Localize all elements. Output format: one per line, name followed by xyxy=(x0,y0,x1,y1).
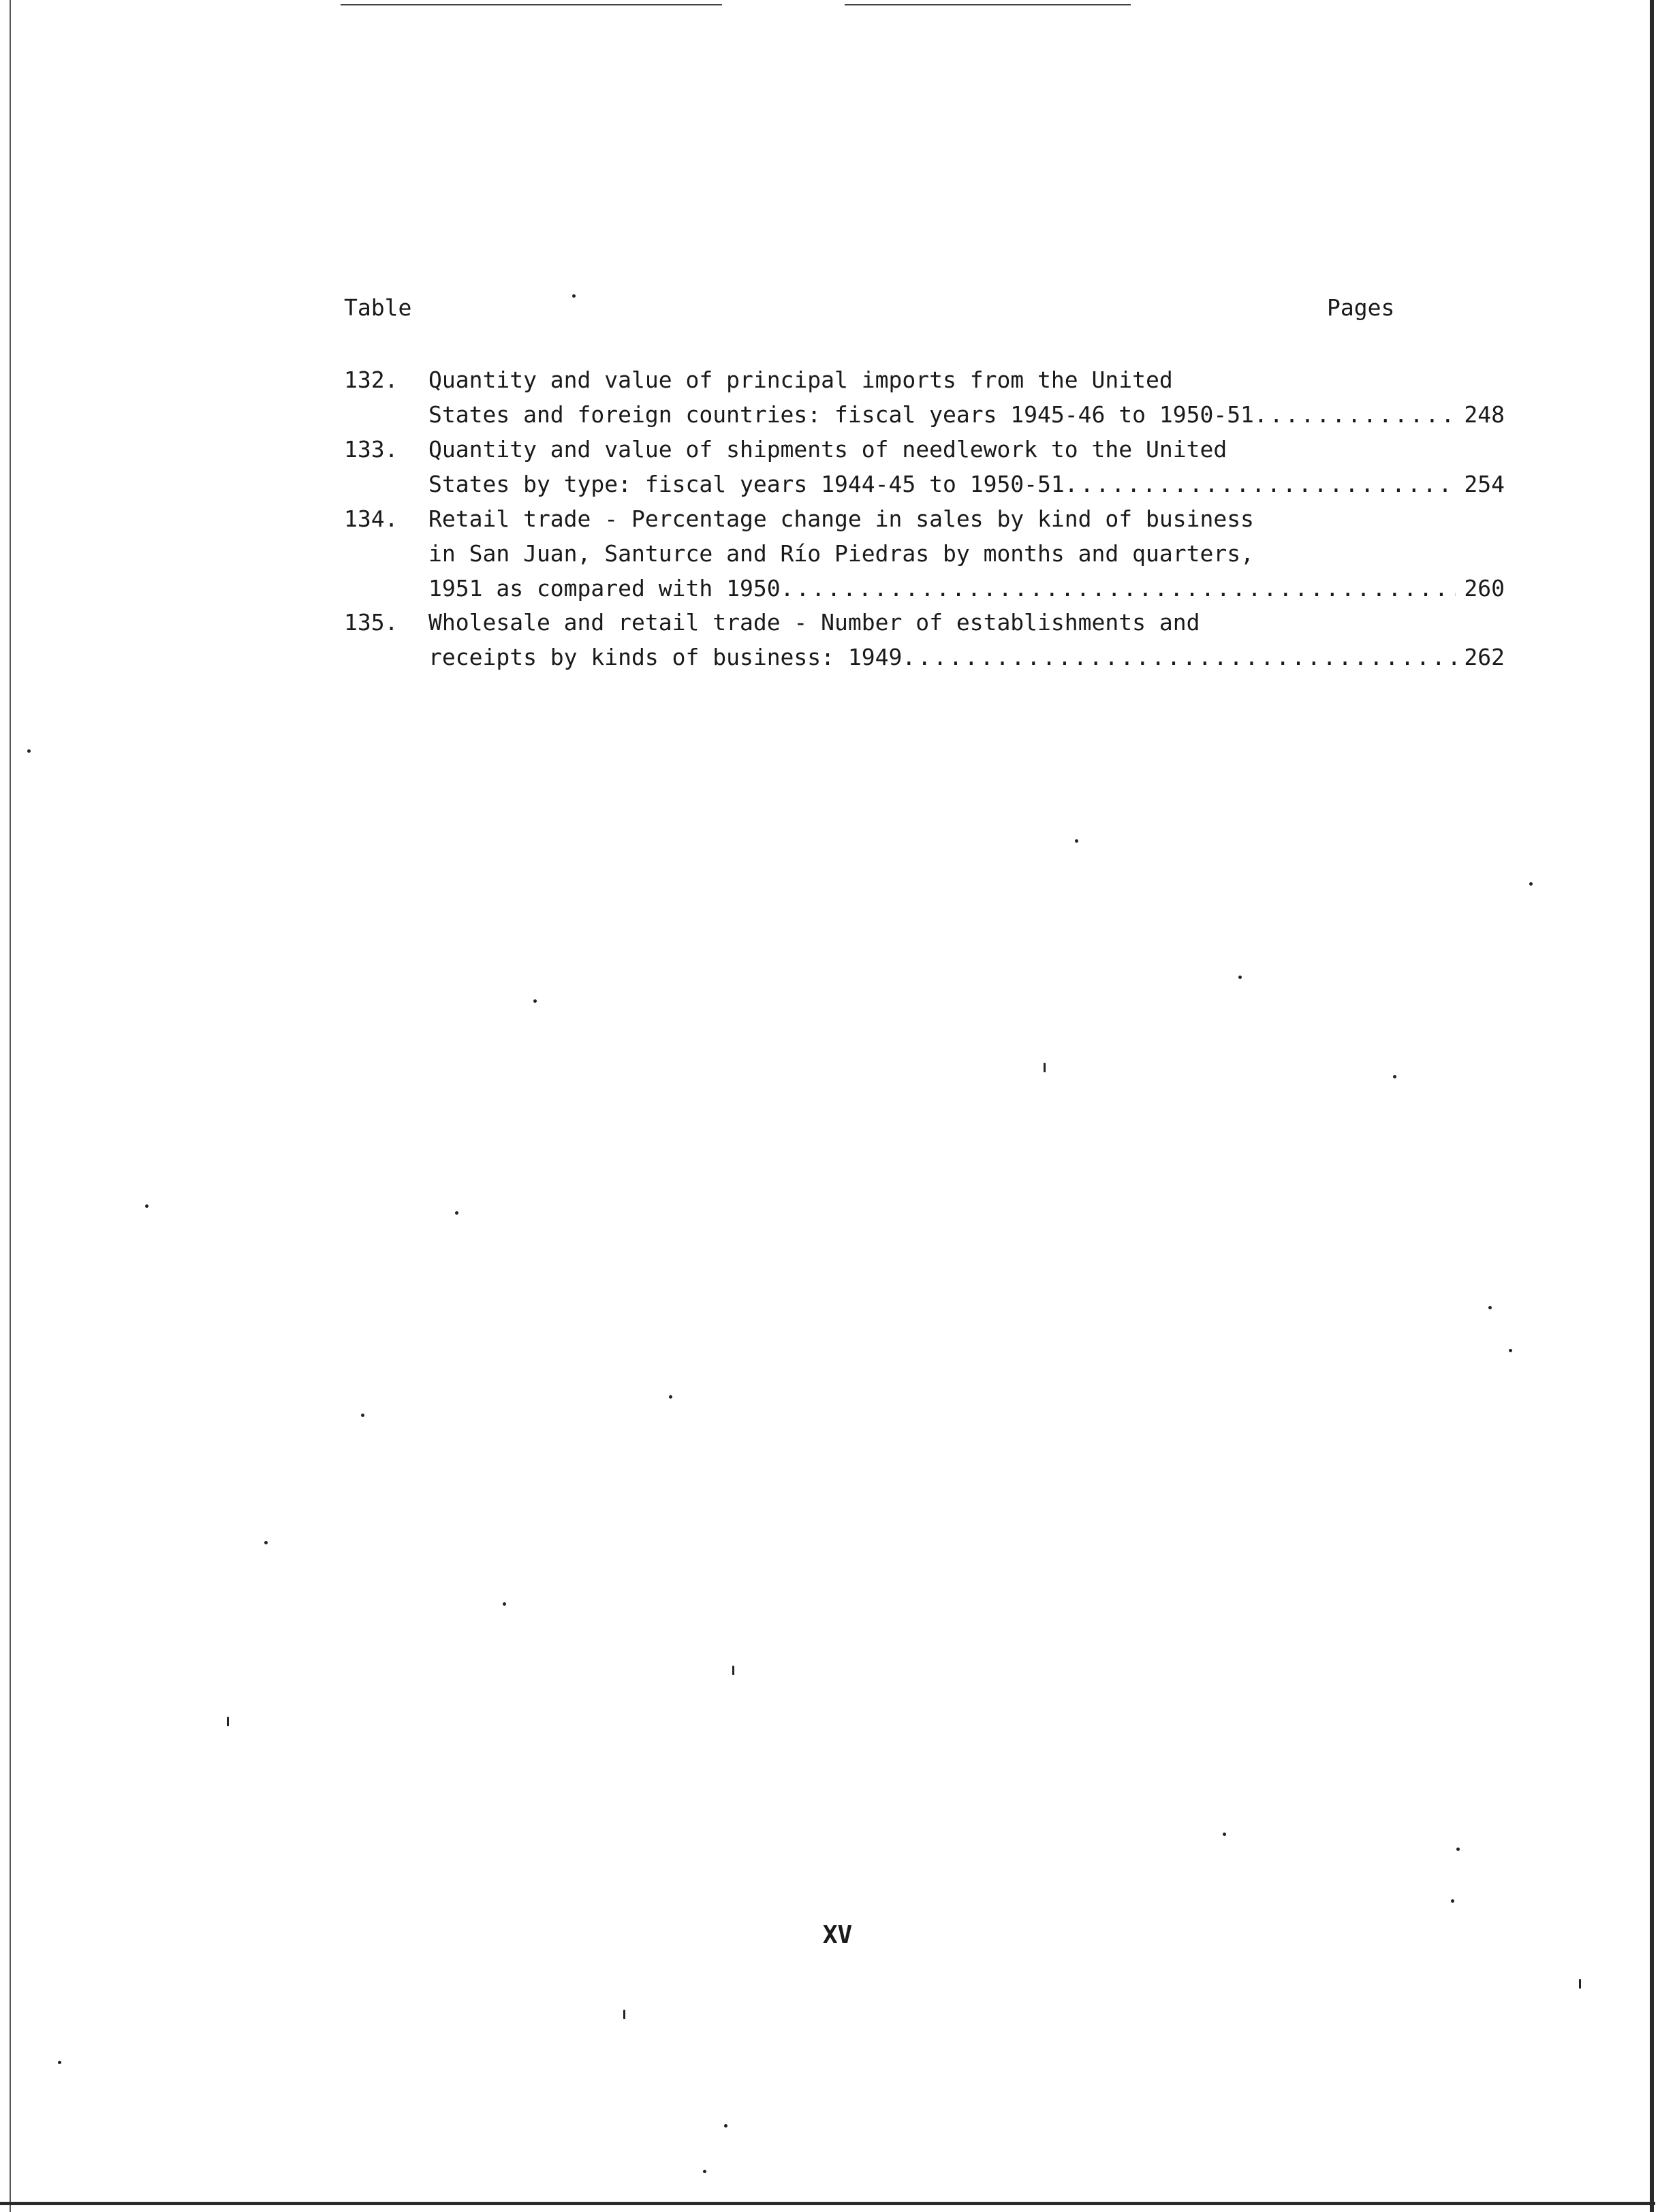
toc-entry-title xyxy=(428,605,1505,674)
scan-speck xyxy=(724,2124,727,2128)
scan-speck xyxy=(1044,1063,1046,1072)
scan-speck xyxy=(58,2061,61,2064)
toc-entry-line-text: 1951 as compared with 1950 xyxy=(428,575,781,602)
scan-speck xyxy=(227,1717,229,1726)
page-edge-right xyxy=(1650,0,1654,2212)
page-number: XV xyxy=(822,1921,853,1949)
scan-speck xyxy=(1393,1075,1396,1078)
toc-entry-number: 134. xyxy=(344,505,398,532)
scan-speck xyxy=(1529,882,1533,886)
dot-leader xyxy=(781,571,1456,606)
toc-entry-line: Quantity and value of shipments of needlework to the United xyxy=(428,436,1227,463)
scan-speck xyxy=(1488,1306,1492,1309)
pages-column-header: Pages xyxy=(1327,294,1395,321)
scan-speck xyxy=(732,1666,734,1675)
toc-entry-title xyxy=(428,432,1505,501)
toc-entry-line: in San Juan, Santurce and Río Piedras by months and quarters, xyxy=(428,540,1254,567)
scan-speck xyxy=(1579,1979,1581,1989)
scan-speck xyxy=(145,1204,148,1208)
scan-speck xyxy=(1456,1848,1460,1851)
toc-entry-page: 248 xyxy=(1464,401,1505,428)
page-edge-top xyxy=(341,4,722,5)
toc-entry-number: 133. xyxy=(344,436,398,463)
scan-speck xyxy=(455,1211,458,1215)
scan-speck xyxy=(533,999,537,1003)
scan-speck xyxy=(1075,839,1078,843)
scan-speck xyxy=(572,294,576,298)
scan-speck xyxy=(703,2170,706,2173)
dot-leader xyxy=(902,640,1456,674)
table-column-header: Table xyxy=(344,294,412,321)
scan-speck xyxy=(264,1541,268,1544)
toc-entry-title xyxy=(428,362,1505,432)
scan-speck xyxy=(669,1395,672,1399)
scan-speck xyxy=(1223,1833,1226,1836)
toc-entry-title xyxy=(428,501,1505,606)
scan-speck xyxy=(361,1414,364,1417)
toc-entry-line xyxy=(428,640,1505,674)
toc-entry-line: Retail trade - Percentage change in sales by kind of business xyxy=(428,505,1254,532)
toc-entry-line xyxy=(428,571,1505,606)
page-edge-bottom xyxy=(0,2202,1655,2205)
scan-speck xyxy=(1509,1349,1512,1352)
toc-entry-line xyxy=(428,467,1505,501)
toc-entry-line xyxy=(428,397,1505,432)
dot-leader xyxy=(1065,467,1456,501)
page-edge-left xyxy=(10,0,11,2212)
toc-entry-line: Quantity and value of principal imports from the United xyxy=(428,367,1173,393)
toc-entry-page: 262 xyxy=(1464,644,1505,670)
scan-speck xyxy=(27,749,31,753)
toc-entry-line: Wholesale and retail trade - Number of establishments and xyxy=(428,609,1200,636)
scan-speck xyxy=(503,1602,506,1606)
toc-entry-line-text: States and foreign countries: fiscal years 1945-46 to 1950-51 xyxy=(428,401,1254,428)
scan-speck xyxy=(1451,1899,1454,1903)
toc-entry-line-text: States by type: fiscal years 1944-45 to 1950-51 xyxy=(428,471,1065,497)
dot-leader xyxy=(1254,397,1456,432)
scan-speck xyxy=(623,2010,625,2019)
toc-entry-line-text: receipts by kinds of business: 1949 xyxy=(428,644,903,670)
toc-entry-number: 135. xyxy=(344,609,398,636)
page-edge-top xyxy=(845,4,1131,5)
toc-entry-number: 132. xyxy=(344,367,398,393)
scan-speck xyxy=(1238,976,1242,979)
toc-entry-page: 260 xyxy=(1464,575,1505,602)
toc-entry-page: 254 xyxy=(1464,471,1505,497)
